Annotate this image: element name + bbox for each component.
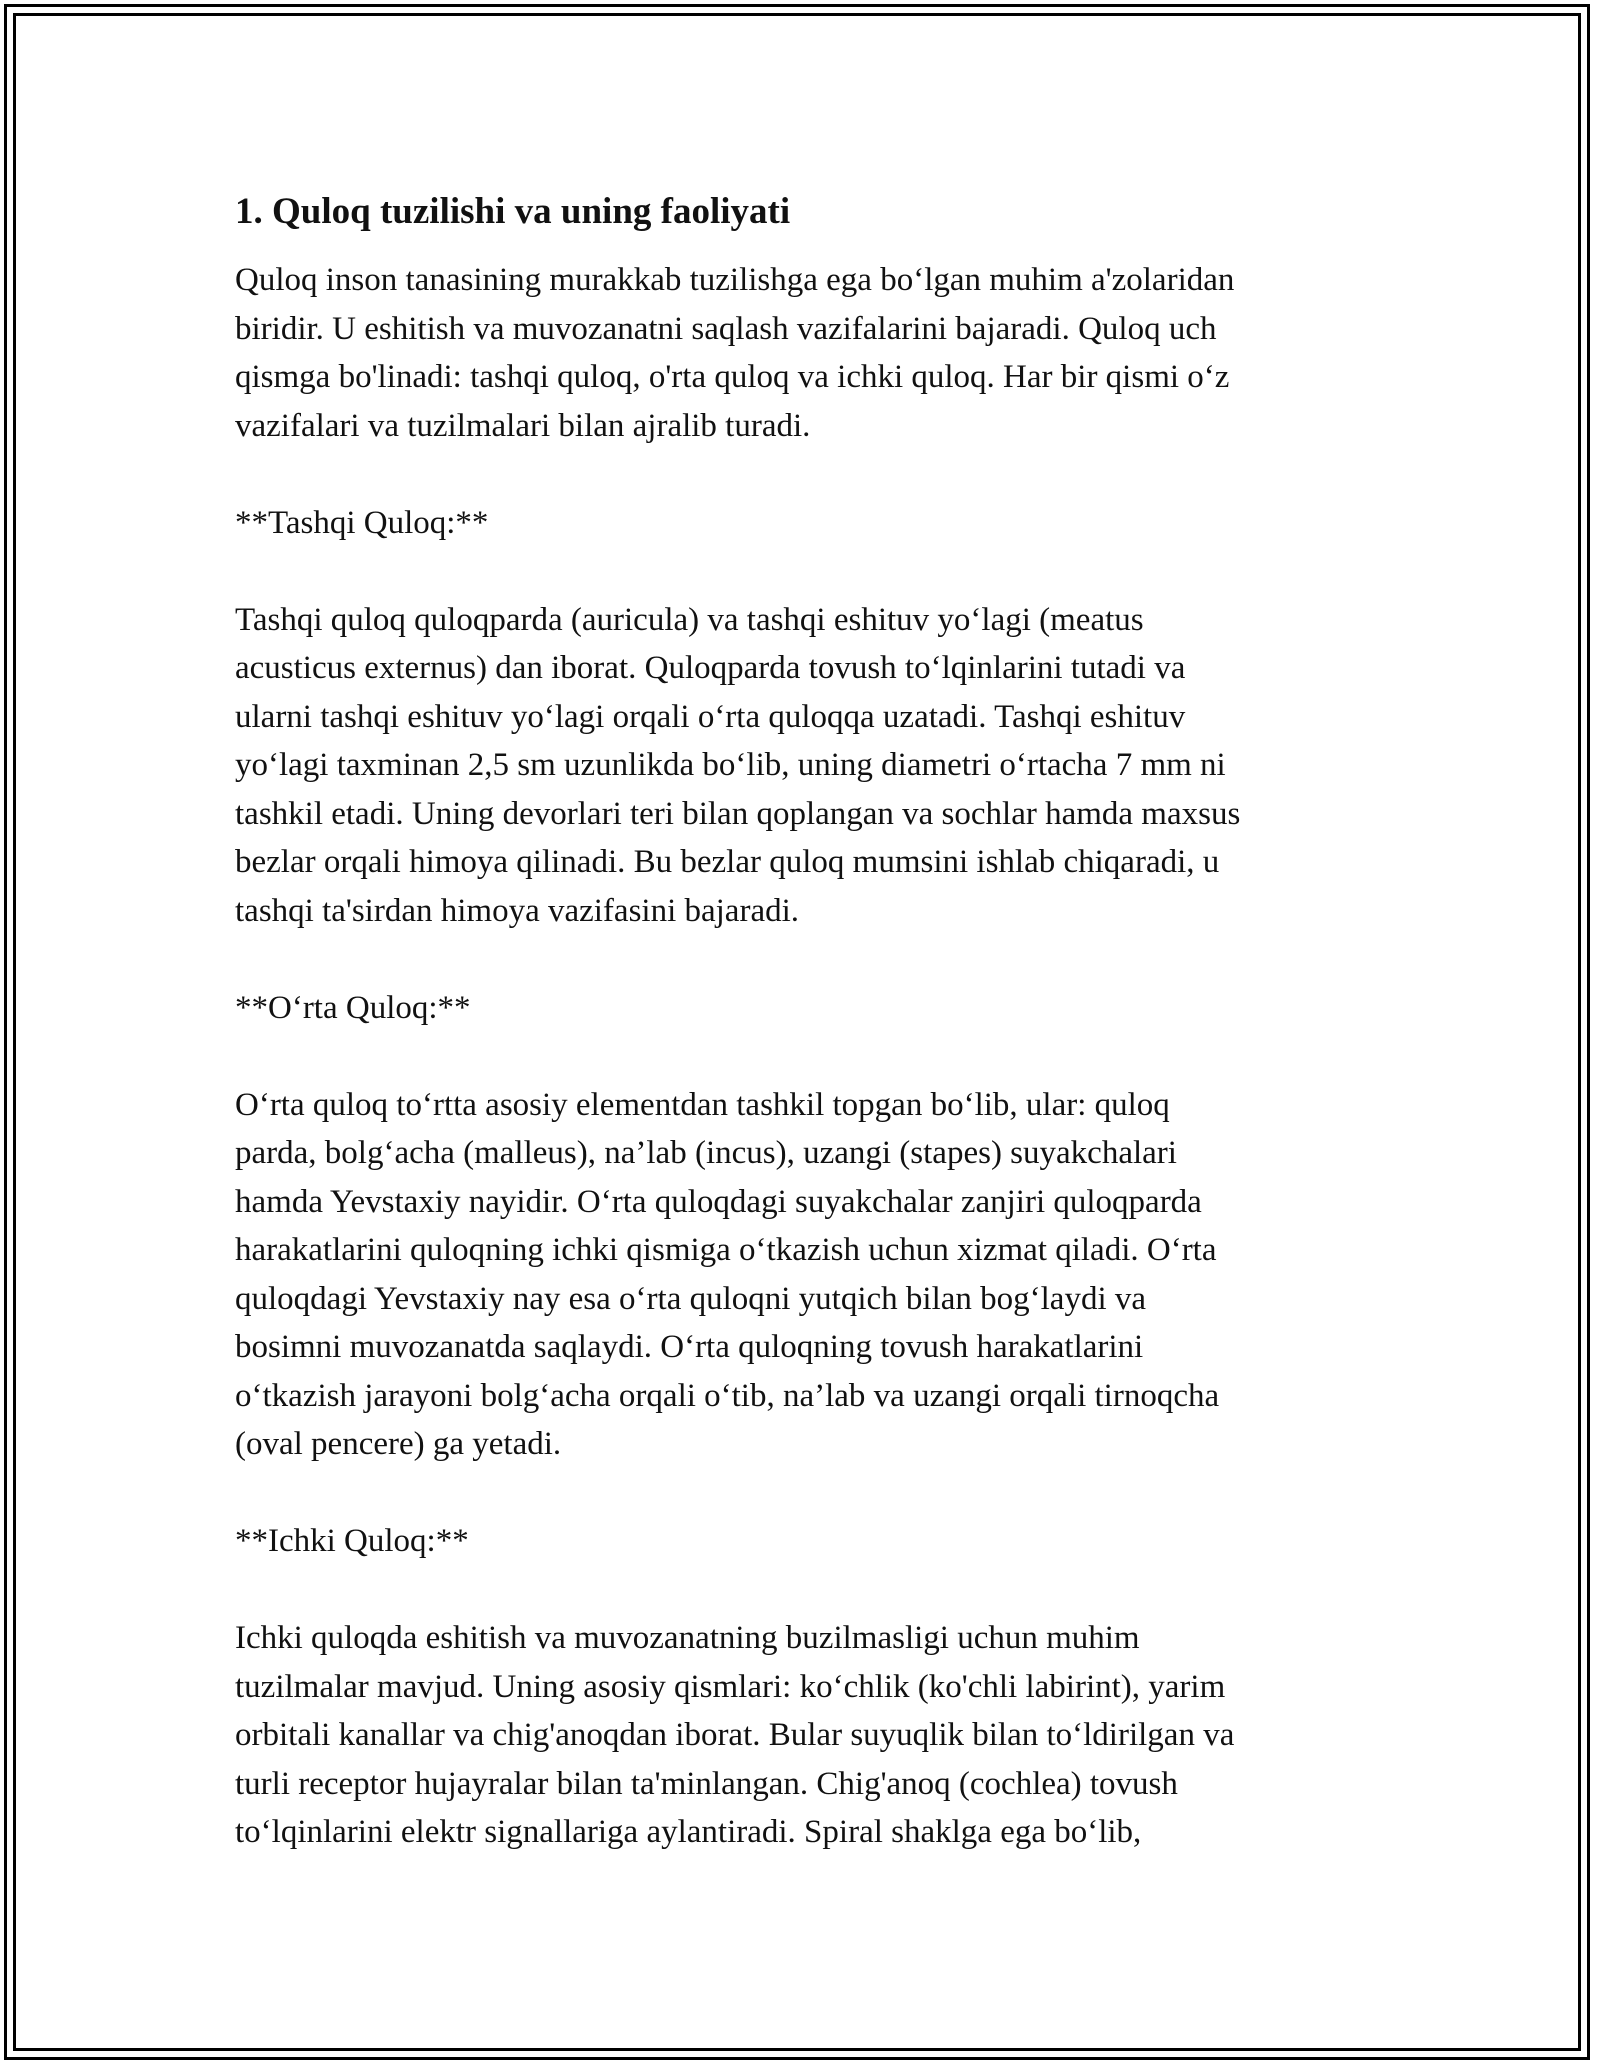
- intro-paragraph: Quloq inson tanasining murakkab tuzilishga ega bo‘lgan muhim a'zolaridan biridir. U eshitish va muvozanatni saqlash vazifalarini bajaradi. Quloq uch qismga bo'linadi: tashqi quloq, o'rta quloq va ichki quloq. Har bir qismi o‘z vazifalari va tuzilmalari bilan ajralib turadi.: [235, 262, 1235, 444]
- section-heading-orta-quloq: **O‘rta Quloq:**: [235, 989, 471, 1026]
- section-heading-tashqi-quloq: **Tashqi Quloq:**: [235, 504, 489, 541]
- document-body: [235, 188, 1375, 1905]
- document-title: 1. Quloq tuzilishi va uning faoliyati: [235, 191, 791, 232]
- ichki-quloq-paragraph: Ichki quloqda eshitish va muvozanatning buzilmasligi uchun muhim tuzilmalar mavjud. Uning asosiy qismlari: ko‘chlik (ko'chli labirint), yarim orbitali kanallar va chig'anoqdan iborat. Bular suyuqlik bilan to‘ldirilgan va turli receptor hujayralar bilan ta'minlangan. Chig'anoq (cochlea) tovush to‘lqinlarini elektr signallariga aylantiradi. Spiral shaklga ega bo‘lib,: [235, 1620, 1235, 1850]
- section-heading-ichki-quloq: **Ichki Quloq:**: [235, 1523, 469, 1559]
- orta-quloq-paragraph: O‘rta quloq to‘rtta asosiy elementdan tashkil topgan bo‘lib, ular: quloq parda, bolg‘acha (malleus), na’lab (incus), uzangi (stapes) suyakchalari hamda Yevstaxiy nayidir. O‘rta quloqdagi suyakchalar zanjiri quloqparda harakatlarini quloqning ichki qismiga o‘tkazish uchun xizmat qiladi. O‘rta quloqdagi Yevstaxiy nay esa o‘rta quloqni yutqich bilan bog‘laydi va bosimni muvozanatda saqlaydi. O‘rta quloqning tovush harakatlarini o‘tkazish jarayoni bolg‘acha orqali o‘tib, na’lab va uzangi orqali tirnoqcha (oval pencere) ga yetadi.: [235, 1086, 1220, 1462]
- tashqi-quloq-paragraph: Tashqi quloq quloqparda (auricula) va tashqi eshituv yo‘lagi (meatus acusticus externus) dan iborat. Quloqparda tovush to‘lqinlarini tutadi va ularni tashqi eshituv yo‘lagi orqali o‘rta quloqqa uzatadi. Tashqi eshituv yo‘lagi taxminan 2,5 sm uzunlikda bo‘lib, uning diametri o‘rtacha 7 mm ni tashkil etadi. Uning devorlari teri bilan qoplangan va sochlar hamda maxsus bezlar orqali himoya qilinadi. Bu bezlar quloq mumsini ishlab chiqaradi, u tashqi ta'sirdan himoya vazifasini bajaradi.: [235, 601, 1241, 929]
